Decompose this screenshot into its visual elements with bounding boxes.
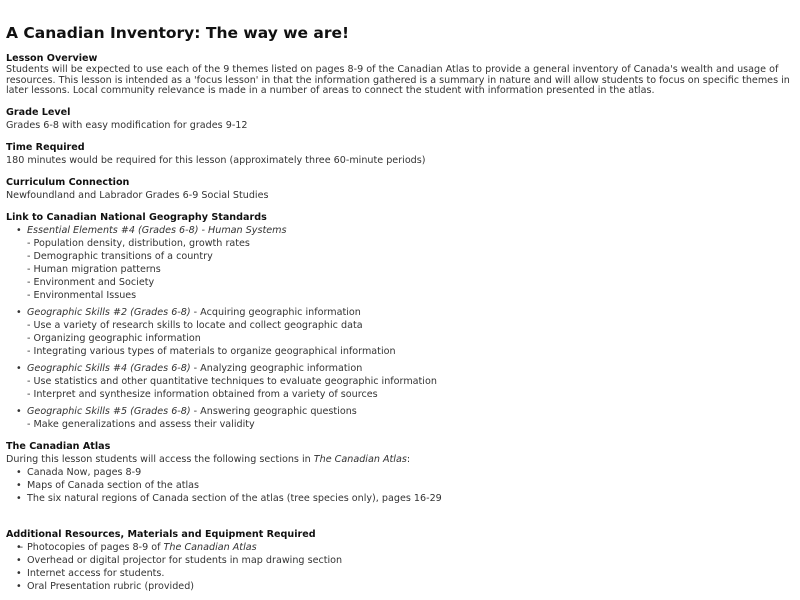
resource-item: • Overhead or digital projector for students in map drawing section <box>16 554 800 567</box>
standard-sub: - Make generalizations and assess their validity <box>27 418 255 430</box>
standard-sub: - Use a variety of research skills to locate and collect geographic data <box>27 319 363 331</box>
curriculum-section <box>6 177 800 202</box>
grade-level-section <box>6 107 800 132</box>
standard-item: • Geographic Skills #2 (Grades 6-8) - Acquiring geographic information - Use a variety of research skills to locate and collect geographic data - Organizing geographic information - Integrating various types of materials to organize geographical information <box>16 306 800 358</box>
resource-item: • Internet access for students. <box>16 567 800 580</box>
standard-sub: - Population density, distribution, growth rates <box>27 237 250 249</box>
section-heading: Grade Level <box>6 106 71 118</box>
standard-sub: - Human migration patterns <box>27 263 161 275</box>
resources-section <box>6 529 800 593</box>
resource-item: •- Photocopies of pages 8-9 of The Canadian Atlas <box>16 541 800 554</box>
section-heading: The Canadian Atlas <box>6 440 111 452</box>
standards-list <box>6 224 800 431</box>
standard-sub: - Environment and Society <box>27 276 155 288</box>
standard-sub: - Environmental Issues <box>27 289 137 301</box>
standard-sub: - Organizing geographic information <box>27 332 201 344</box>
standard-title: Geographic Skills #2 (Grades 6-8) <box>27 306 191 318</box>
section-heading: Lesson Overview <box>6 53 98 64</box>
resource-item: • Oral Presentation rubric (provided) <box>16 580 800 593</box>
canadian-atlas-section <box>6 441 800 505</box>
atlas-item: • The six natural regions of Canada section of the atlas (tree species only), pages 16-29 <box>16 492 800 505</box>
standard-sub: - Demographic transitions of a country <box>27 250 213 262</box>
standard-sub: - Integrating various types of materials to organize geographical information <box>27 345 396 357</box>
time-required-section <box>6 142 800 167</box>
standard-title: Essential Elements #4 (Grades 6-8) - Human Systems <box>27 224 287 236</box>
section-heading: Additional Resources, Materials and Equipment Required <box>6 528 316 540</box>
standard-item <box>16 224 800 302</box>
atlas-intro: During this lesson students will access the following sections in The Canadian Atlas: <box>6 453 411 465</box>
standards-section <box>6 212 800 431</box>
atlas-item: • Canada Now, pages 8-9 <box>16 466 800 479</box>
standard-sub: - Use statistics and other quantitative techniques to evaluate geographic information <box>27 375 437 387</box>
standard-sub: - Interpret and synthesize information obtained from a variety of sources <box>27 388 378 400</box>
atlas-item: • Maps of Canada section of the atlas <box>16 479 800 492</box>
grade-level-text: Grades 6-8 with easy modification for grades 9-12 <box>6 119 248 131</box>
page-title: A Canadian Inventory: The way we are! <box>6 24 350 42</box>
section-heading: Time Required <box>6 141 85 153</box>
section-heading: Curriculum Connection <box>6 176 130 188</box>
atlas-list <box>6 466 800 505</box>
standard-title: Geographic Skills #4 (Grades 6-8) <box>27 362 191 374</box>
resources-list <box>6 541 800 593</box>
standard-item: • Geographic Skills #4 (Grades 6-8) - Analyzing geographic information - Use statistics and other quantitative techniques to evaluate geographic information - Interpret and synthesize information obtained from a variety of sources <box>16 362 800 401</box>
section-heading: Link to Canadian National Geography Standards <box>6 211 267 223</box>
lesson-overview-section <box>6 53 800 97</box>
curriculum-text: Newfoundland and Labrador Grades 6-9 Social Studies <box>6 189 269 201</box>
overview-text: Students will be expected to use each of the 9 themes listed on pages 8-9 of the Canadian Atlas to provide a general inventory of Canada's wealth and usage of resources. This lesson is intended as a 'focus lesson' in that the information gathered is a summary in nature and will allow students to focus on specific themes in later lessons. Local community relevance is made in a number of areas to connect the student with information presented in the atlas. <box>6 64 790 96</box>
standard-item: • Geographic Skills #5 (Grades 6-8) - Answering geographic questions - Make generalizations and assess their validity <box>16 405 800 431</box>
standard-title: Geographic Skills #5 (Grades 6-8) <box>27 405 191 417</box>
time-required-text: 180 minutes would be required for this lesson (approximately three 60-minute periods) <box>6 154 426 166</box>
